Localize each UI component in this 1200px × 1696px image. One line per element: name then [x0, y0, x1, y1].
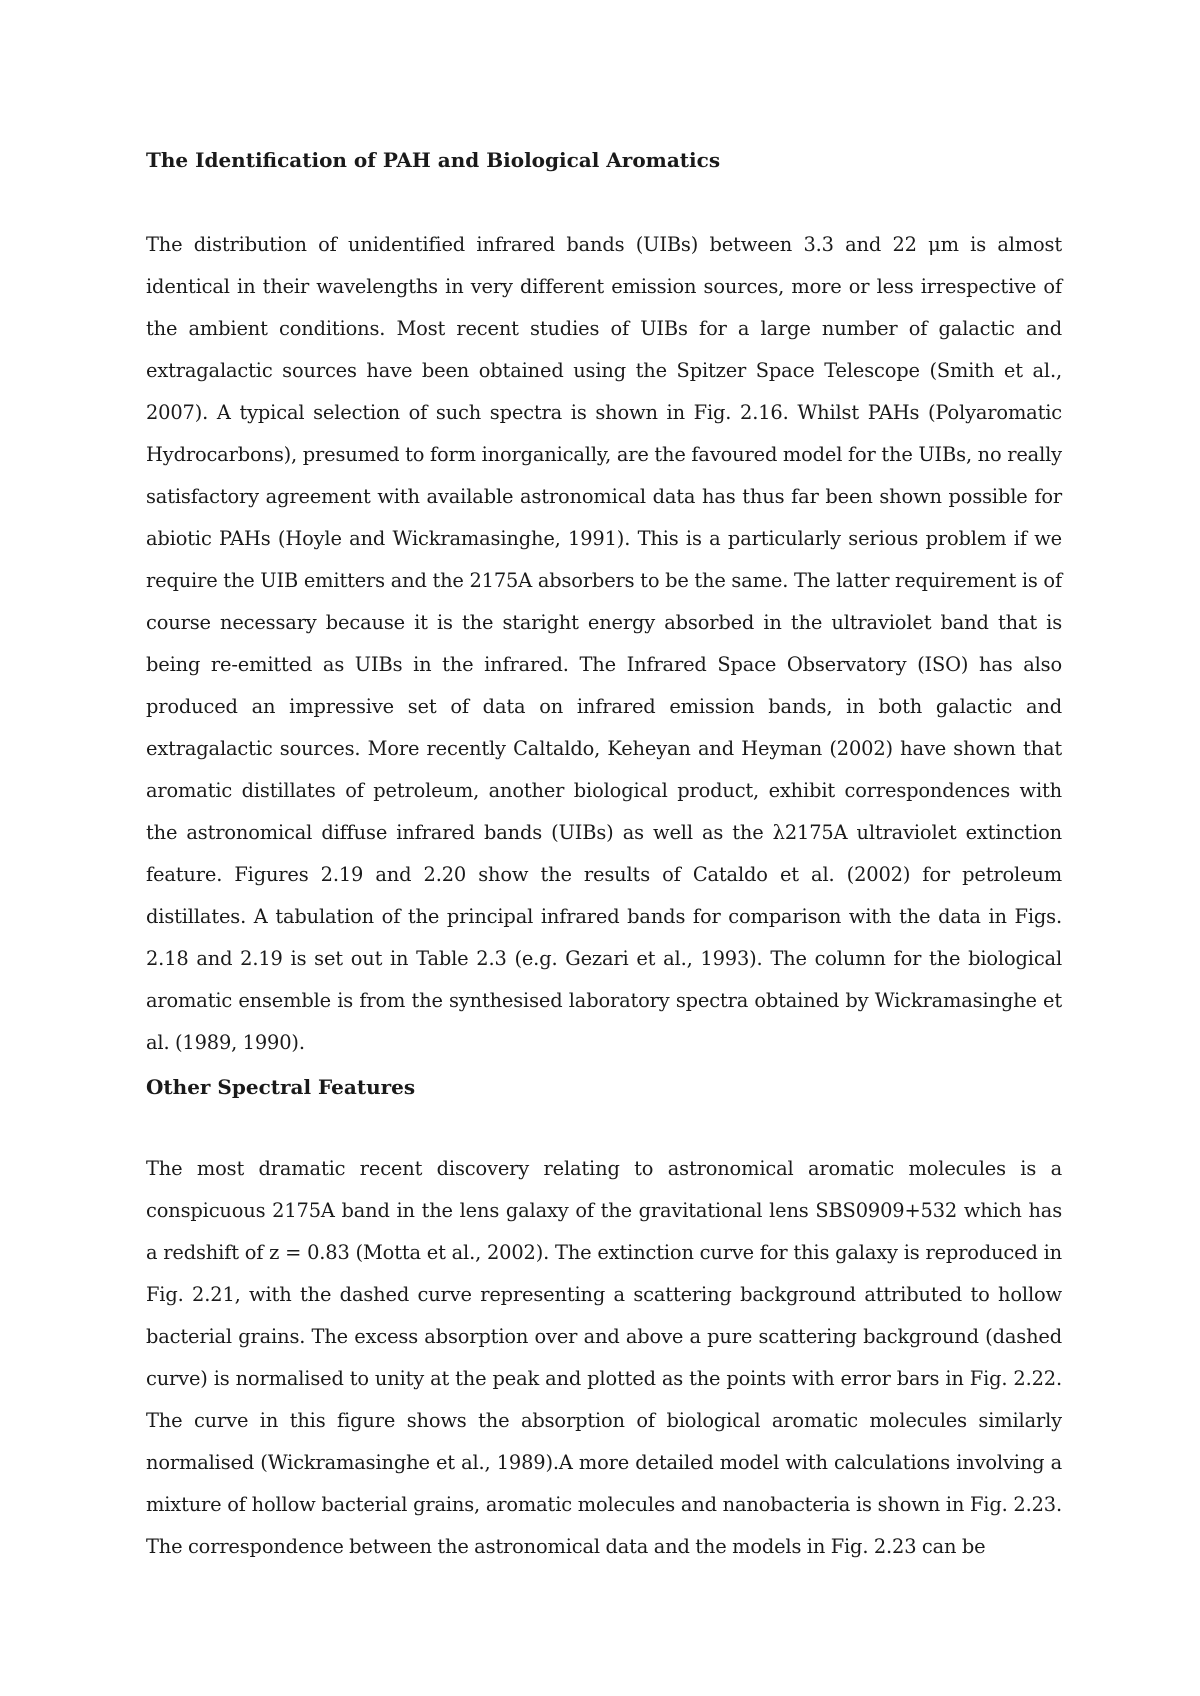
section-heading-pah: The Identification of PAH and Biological Aromatics [146, 148, 721, 172]
section-paragraph-spectral-features: The most dramatic recent discovery relating to astronomical aromatic molecules is a conspicuous 2175A band in the lens galaxy of the gravitational lens SBS0909+532 which has a redshift of z = 0.83 (Motta et al., 2002). The extinction curve for this galaxy is reproduced in Fig. 2.21, with the dashed curve representing a scattering background attributed to hollow bacterial grains. The excess absorption over and above a pure scattering background (dashed curve) is normalised to unity at the peak and plotted as the points with error bars in Fig. 2.22. The curve in this figure shows the absorption of biological aromatic molecules similarly normalised (Wickramasinghe et al., 1989).A more detailed model with calculations involving a mixture of hollow bacterial grains, aromatic molecules and nanobacteria is shown in Fig. 2.23. The correspondence between the astronomical data and the models in Fig. 2.23 can be [146, 1157, 1062, 1558]
section-heading-spectral-features: Other Spectral Features [146, 1075, 416, 1099]
section-paragraph-pah: The distribution of unidentified infrared bands (UIBs) between 3.3 and 22 μm is almost identical in their wavelengths in very different emission sources, more or less irrespective of the ambient conditions. Most recent studies of UIBs for a large number of galactic and extragalactic sources have been obtained using the Spitzer Space Telescope (Smith et al., 2007). A typical selection of such spectra is shown in Fig. 2.16. Whilst PAHs (Polyaromatic Hydrocarbons), presumed to form inorganically, are the favoured model for the UIBs, no really satisfactory agreement with available astronomical data has thus far been shown possible for abiotic PAHs (Hoyle and Wickramasinghe, 1991). This is a particularly serious problem if we require the UIB emitters and the 2175A absorbers to be the same. The latter requirement is of course necessary because it is the staright energy absorbed in the ultraviolet band that is being re-emitted as UIBs in the infrared. The Infrared Space Observatory (ISO) has also produced an impressive set of data on infrared emission bands, in both galactic and extragalactic sources. More recently Caltaldo, Keheyan and Heyman (2002) have shown that aromatic distillates of petroleum, another biological product, exhibit correspondences with the astronomical diffuse infrared bands (UIBs) as well as the λ2175A ultraviolet extinction feature. Figures 2.19 and 2.20 show the results of Cataldo et al. (2002) for petroleum distillates. A tabulation of the principal infrared bands for comparison with the data in Figs. 2.18 and 2.19 is set out in Table 2.3 (e.g. Gezari et al., 1993). The column for the biological aromatic ensemble is from the synthesised laboratory spectra obtained by Wickramasinghe et al. (1989, 1990). [146, 233, 1062, 1054]
